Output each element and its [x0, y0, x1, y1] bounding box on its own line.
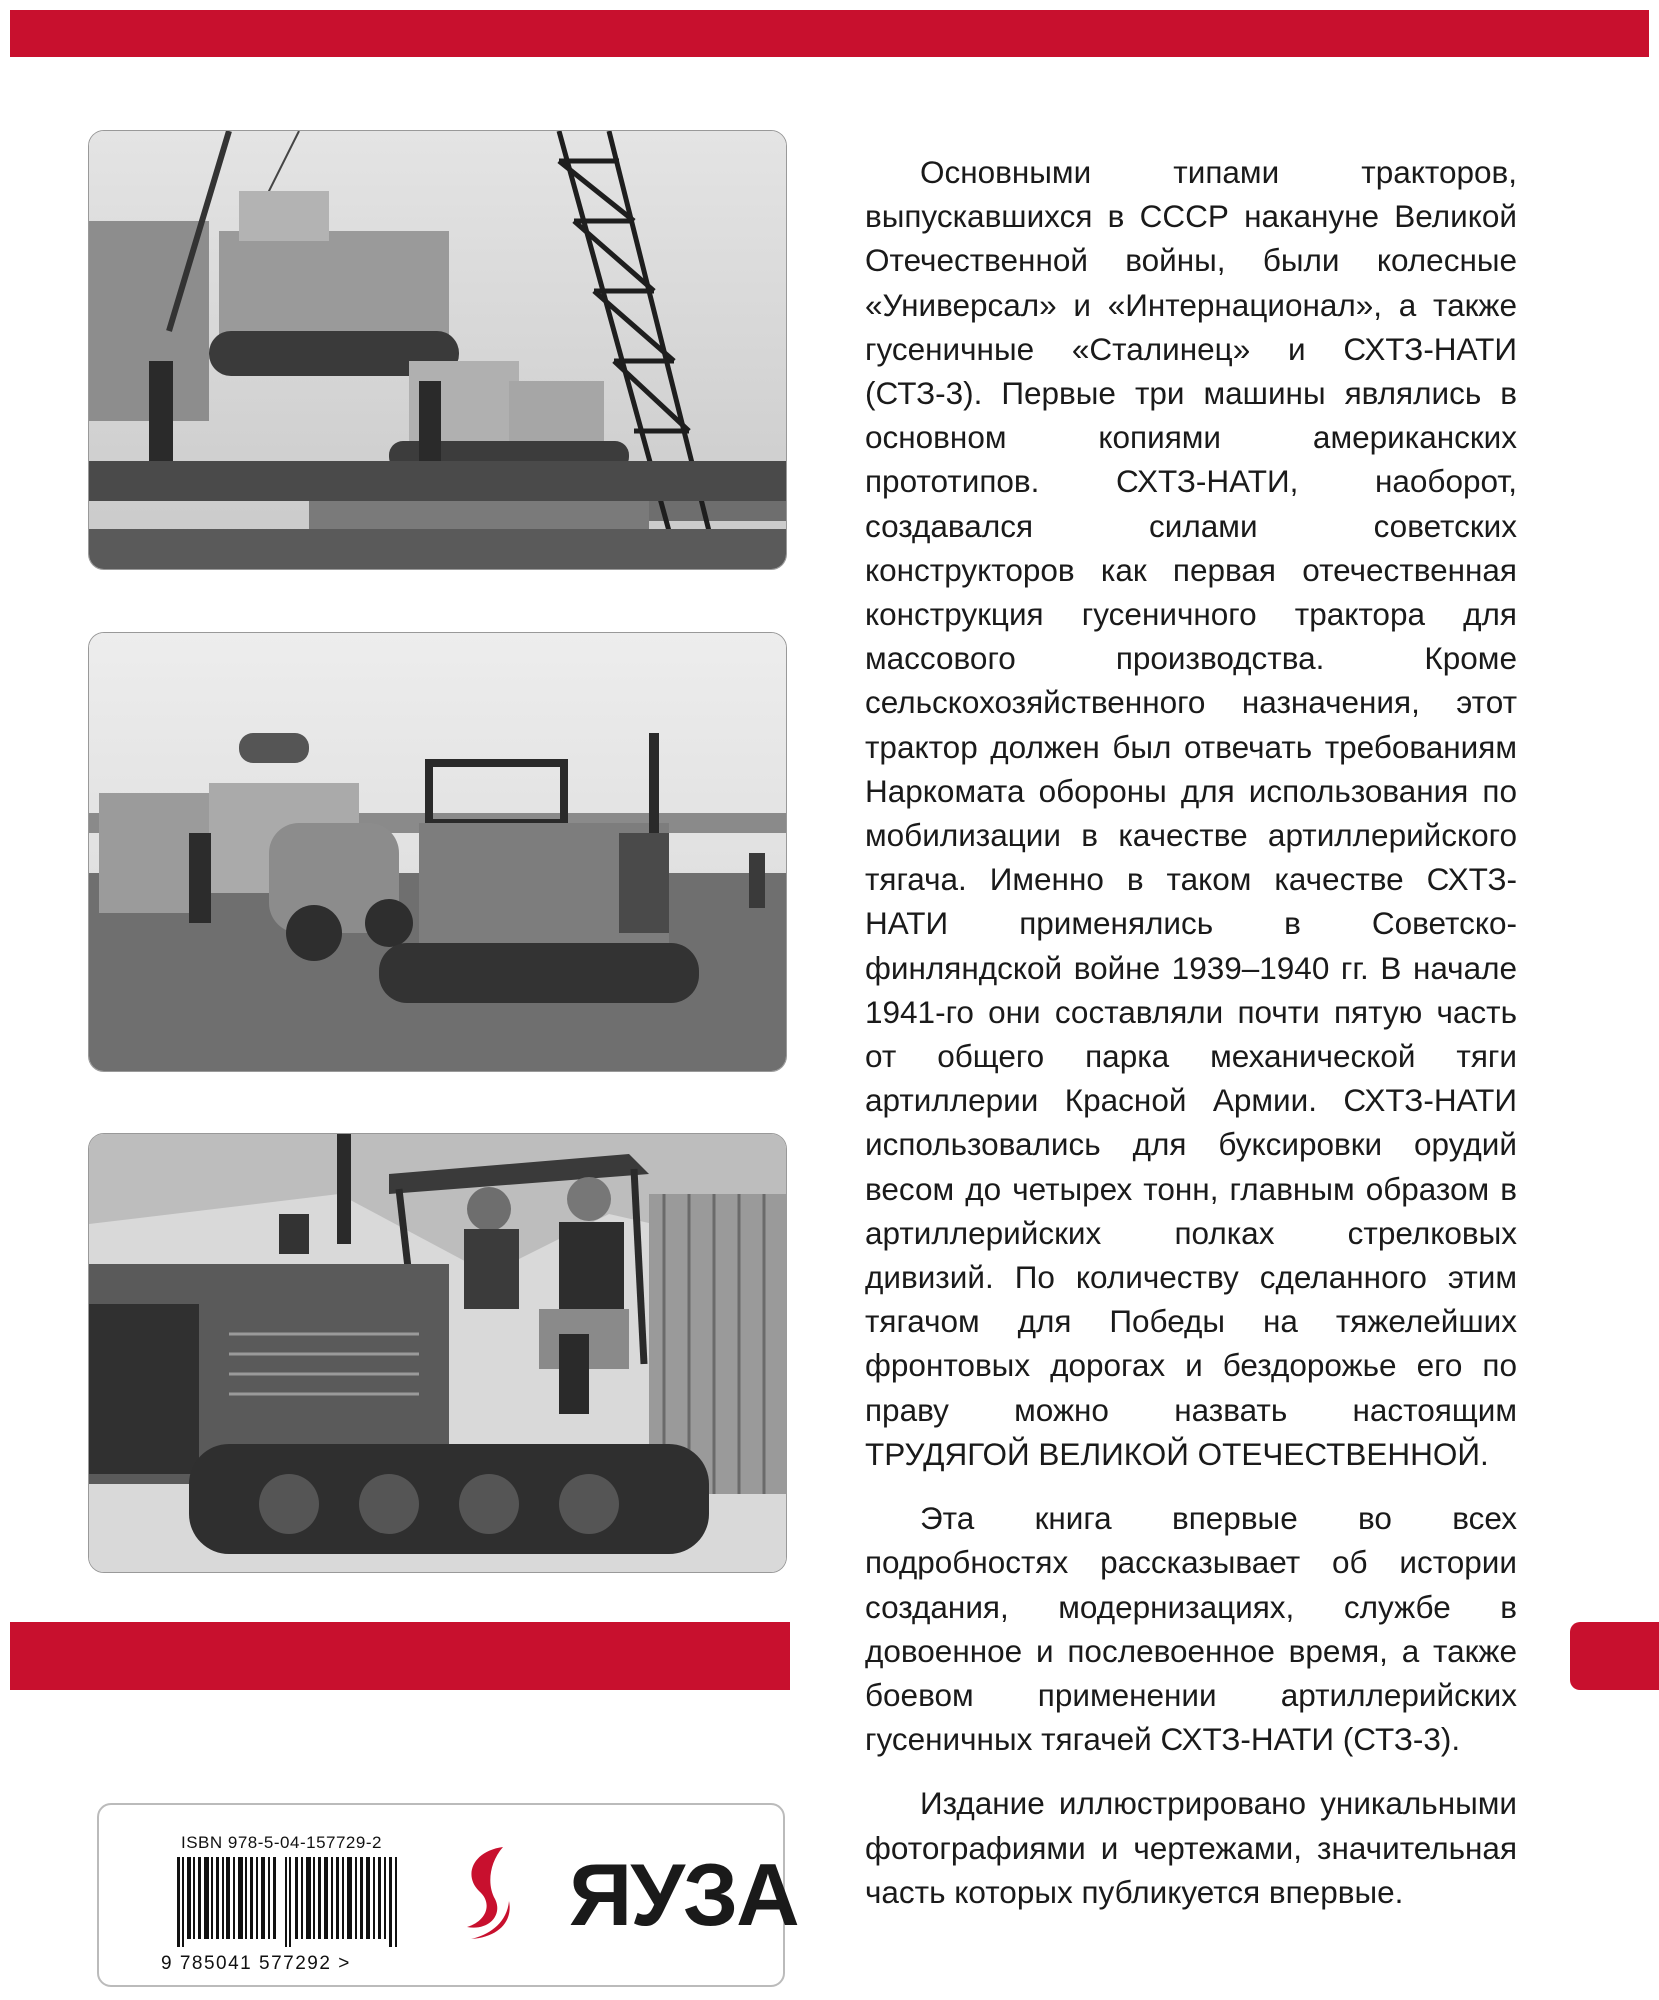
publisher-swirl-icon: [459, 1841, 515, 1945]
right-red-tab: [1570, 1622, 1659, 1690]
isbn-label: ISBN 978-5-04-157729-2: [181, 1833, 382, 1852]
top-red-band: [10, 10, 1649, 57]
paragraph-2: Эта книга впервые во всех подробностях рассказывает об истории создания, модернизациях, службе в довоенное и послевоенное время, а также боевом применении артиллерийских гусеничных тягачей СХТЗ-НАТИ (СТЗ-3).: [865, 1500, 1517, 1758]
photo-tractor-towing-trucks: [88, 632, 787, 1072]
barcode-icon: [177, 1857, 407, 1947]
photo-men-on-tractor: [88, 1133, 787, 1573]
barcode-digits: 9 785041 577292 >: [161, 1953, 351, 1974]
isbn-panel: [97, 1803, 798, 1987]
paragraph-1-body: Основными типами тракторов, выпускавшихся в СССР накануне Великой Отечественной войны, были колесные «Универсал» и «Интернационал», а также гусеничные «Сталинец» и СХТЗ-НАТИ (СТЗ-3). Первые три машины являлись в основном копиями американских прототипов. СХТЗ-НАТИ, наоборот, создавался силами советских конструкторов как первая отечественная конструкция гусеничного трактора для массового производства. Кроме сельскохозяйственного назначения, этот трактор должен был отвечать требованиям Наркомата обороны для использования по мобилизации в качестве артиллерийского тягача. Именно в таком качестве СХТЗ-НАТИ применялись в Советско-финляндской войне 1939–1940 гг. В начале 1941-го они составляли почти пятую часть от общего парка механической тяги артиллерии Красной Армии. СХТЗ-НАТИ использовались для буксировки орудий весом до четырех тонн, главным образом в артиллерийских полках стрелковых дивизий. По количеству сделанного этим тягачом для Победы на тяжелейших фронтовых дорогах и бездорожье его по праву можно назвать настоящим: [865, 154, 1517, 1428]
paragraph-1: [865, 150, 1517, 1476]
publisher-logo: ЯУЗА: [569, 1845, 798, 1944]
emphasis-phrase: ТРУДЯГОЙ ВЕЛИКОЙ ОТЕЧЕСТВЕННОЙ.: [865, 1435, 1489, 1472]
left-red-band: [10, 1622, 790, 1690]
annotation-text: [865, 150, 1517, 1934]
paragraph-3: Издание иллюстрировано уникальными фотографиями и чертежами, значительная часть которых публикуется впервые.: [865, 1785, 1517, 1910]
photo-crane-loading-tractors: [88, 130, 787, 570]
